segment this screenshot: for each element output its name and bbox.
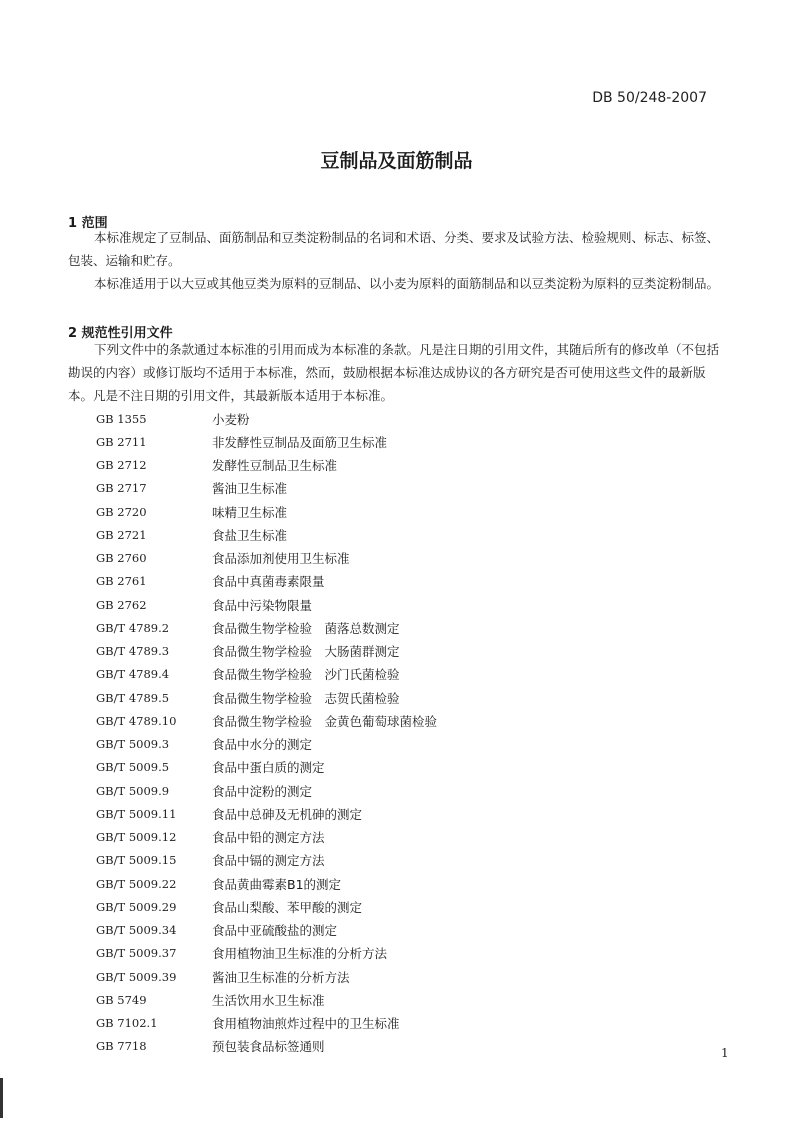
reference-row <box>96 988 656 1011</box>
reference-title: 食品中总砷及无机砷的测定 <box>212 806 363 822</box>
reference-row <box>96 965 656 988</box>
reference-title: 食用植物油煎炸过程中的卫生标准 <box>212 1016 400 1032</box>
reference-title: 食品中水分的测定 <box>212 737 313 753</box>
reference-title: 食品中蛋白质的测定 <box>212 760 325 776</box>
reference-row <box>96 500 656 523</box>
reference-row <box>96 547 656 570</box>
reference-code: GB/T 4789.2 <box>96 620 170 635</box>
reference-title: 酱油卫生标准的分析方法 <box>212 969 350 985</box>
reference-title: 小麦粉 <box>212 411 250 427</box>
reference-title: 食品中亚硫酸盐的测定 <box>212 923 338 939</box>
reference-code: GB/T 5009.5 <box>96 760 170 775</box>
reference-code: GB 2761 <box>96 574 147 589</box>
reference-title: 非发酵性豆制品及面筋卫生标准 <box>212 434 388 450</box>
reference-row <box>96 709 656 732</box>
reference-title: 食品中淀粉的测定 <box>212 783 313 799</box>
reference-row <box>96 430 656 453</box>
reference-row <box>96 663 656 686</box>
reference-title: 预包装食品标签通则 <box>212 1039 325 1055</box>
reference-title: 生活饮用水卫生标准 <box>212 992 325 1008</box>
reference-title: 发酵性豆制品卫生标准 <box>212 458 338 474</box>
reference-row <box>96 477 656 500</box>
reference-row <box>96 616 656 639</box>
reference-row <box>96 895 656 918</box>
reference-code: GB 5749 <box>96 992 147 1007</box>
reference-code: GB 2762 <box>96 597 147 612</box>
reference-title: 酱油卫生标准 <box>212 481 288 497</box>
reference-row <box>96 1035 656 1058</box>
reference-title: 味精卫生标准 <box>212 504 288 520</box>
reference-title: 食用植物油卫生标准的分析方法 <box>212 946 388 962</box>
reference-title: 食品山梨酸、苯甲酸的测定 <box>212 899 363 915</box>
reference-code: GB/T 4789.5 <box>96 690 170 705</box>
reference-row <box>96 454 656 477</box>
reference-row <box>96 570 656 593</box>
reference-title: 食品微生物学检验 沙门氏菌检验 <box>212 667 400 683</box>
reference-title: 食品添加剂使用卫生标准 <box>212 551 350 567</box>
reference-title: 食盐卫生标准 <box>212 527 288 543</box>
reference-title: 食品微生物学检验 菌落总数测定 <box>212 620 400 636</box>
reference-code: GB 2721 <box>96 527 147 542</box>
reference-code: GB/T 4789.3 <box>96 644 170 659</box>
reference-code: GB 2711 <box>96 434 147 449</box>
reference-code: GB/T 5009.29 <box>96 899 177 914</box>
reference-row <box>96 640 656 663</box>
reference-row <box>96 593 656 616</box>
reference-title: 食品微生物学检验 大肠菌群测定 <box>212 644 400 660</box>
reference-code: GB/T 5009.3 <box>96 737 170 752</box>
reference-row <box>96 826 656 849</box>
reference-title: 食品中镉的测定方法 <box>212 853 325 869</box>
reference-code: GB/T 5009.37 <box>96 946 177 961</box>
reference-code: GB 2717 <box>96 481 147 496</box>
reference-code: GB 7718 <box>96 1039 147 1054</box>
scope-paragraph-1: 本标准规定了豆制品、面筋制品和豆类淀粉制品的名词和术语、分类、要求及试验方法、检验规则、标志、标签、包装、运输和贮存。 <box>68 230 720 268</box>
reference-code: GB 1355 <box>96 411 147 426</box>
reference-title: 食品中污染物限量 <box>212 597 313 613</box>
reference-code: GB 2760 <box>96 551 147 566</box>
reference-row <box>96 407 656 430</box>
reference-code: GB 2712 <box>96 458 147 473</box>
reference-code: GB/T 5009.22 <box>96 876 177 891</box>
page-number: 1 <box>721 1046 729 1060</box>
section-heading-references: 2 规范性引用文件 <box>68 326 173 341</box>
reference-code: GB/T 4789.4 <box>96 667 170 682</box>
reference-code: GB/T 5009.9 <box>96 783 170 798</box>
reference-title: 食品中真菌毒素限量 <box>212 574 325 590</box>
references-paragraph: 下列文件中的条款通过本标准的引用而成为本标准的条款。凡是注日期的引用文件，其随后所有的修改单（不包括勘误的内容）或修订版均不适用于本标准，然而，鼓励根据本标准达成协议的各方研究是否可使用这些文件的最新版本。凡是不注日期的引用文件，其最新版本适用于本标准。 <box>68 342 720 403</box>
reference-row <box>96 802 656 825</box>
reference-title: 食品微生物学检验 志贺氏菌检验 <box>212 690 400 706</box>
reference-code: GB/T 4789.10 <box>96 713 177 728</box>
section-heading-scope: 1 范围 <box>68 216 108 231</box>
reference-row <box>96 919 656 942</box>
reference-code: GB/T 5009.34 <box>96 923 177 938</box>
reference-code: GB/T 5009.11 <box>96 806 177 821</box>
reference-row <box>96 779 656 802</box>
reference-title: 食品黄曲霉素B1的测定 <box>212 876 342 892</box>
reference-code: GB/T 5009.39 <box>96 969 177 984</box>
scope-paragraph-2: 本标准适用于以大豆或其他豆类为原料的豆制品、以小麦为原料的面筋制品和以豆类淀粉为原料的豆类淀粉制品。 <box>94 276 720 291</box>
reference-row <box>96 523 656 546</box>
reference-title: 食品微生物学检验 金黄色葡萄球菌检验 <box>212 713 438 729</box>
scan-edge-mark <box>0 1078 3 1118</box>
reference-row <box>96 942 656 965</box>
document-code: DB 50/248-2007 <box>592 90 707 106</box>
reference-row <box>96 686 656 709</box>
document-title: 豆制品及面筋制品 <box>320 150 473 172</box>
reference-code: GB 2720 <box>96 504 147 519</box>
reference-row <box>96 872 656 895</box>
reference-row <box>96 733 656 756</box>
reference-row <box>96 849 656 872</box>
reference-row <box>96 756 656 779</box>
reference-row <box>96 1012 656 1035</box>
reference-title: 食品中铅的测定方法 <box>212 830 325 846</box>
reference-code: GB/T 5009.12 <box>96 830 177 845</box>
reference-list <box>96 407 656 1058</box>
reference-code: GB/T 5009.15 <box>96 853 177 868</box>
reference-code: GB 7102.1 <box>96 1016 158 1031</box>
